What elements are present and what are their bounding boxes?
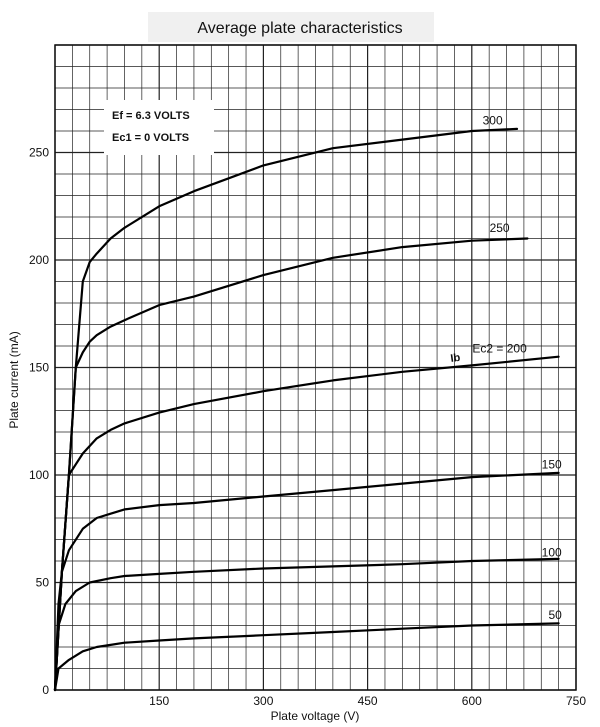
curve-label-0: 50 — [548, 608, 562, 623]
y-tick-label: 250 — [28, 145, 49, 160]
y-tick-label: 150 — [28, 360, 49, 375]
annotation-ec1: Ec1 = 0 VOLTS — [112, 132, 190, 144]
curve-label-2: 150 — [541, 457, 562, 472]
annotation-ib: Ib — [449, 351, 462, 365]
conditions-box — [104, 100, 214, 155]
y-axis-label: Plate current (mA) — [7, 331, 21, 429]
annotation-ef: Ef = 6.3 VOLTS — [112, 110, 190, 122]
y-tick-label: 100 — [28, 468, 49, 482]
y-tick-label: 0 — [42, 683, 49, 697]
x-tick-label: 600 — [461, 694, 482, 708]
series-line-2 — [55, 473, 559, 690]
x-tick-label: 450 — [357, 694, 378, 708]
curve-label-4: 250 — [489, 221, 510, 236]
series-group — [55, 129, 559, 690]
x-tick-label: 750 — [565, 694, 587, 708]
curve-label-1: 100 — [541, 545, 562, 560]
series-line-0 — [55, 623, 559, 690]
series-line-4 — [55, 239, 527, 691]
y-tick-label: 200 — [28, 253, 49, 267]
y-tick-label: 50 — [35, 575, 49, 590]
x-axis-label: Plate voltage (V) — [270, 709, 360, 723]
curve-label-5: 300 — [482, 113, 503, 128]
x-tick-label: 150 — [149, 694, 170, 708]
x-tick-label: 300 — [253, 694, 274, 708]
chart-title: Average plate characteristics — [197, 20, 403, 37]
series-line-3 — [55, 357, 559, 690]
curve-label-3: Ec2 = 200 — [472, 341, 527, 356]
